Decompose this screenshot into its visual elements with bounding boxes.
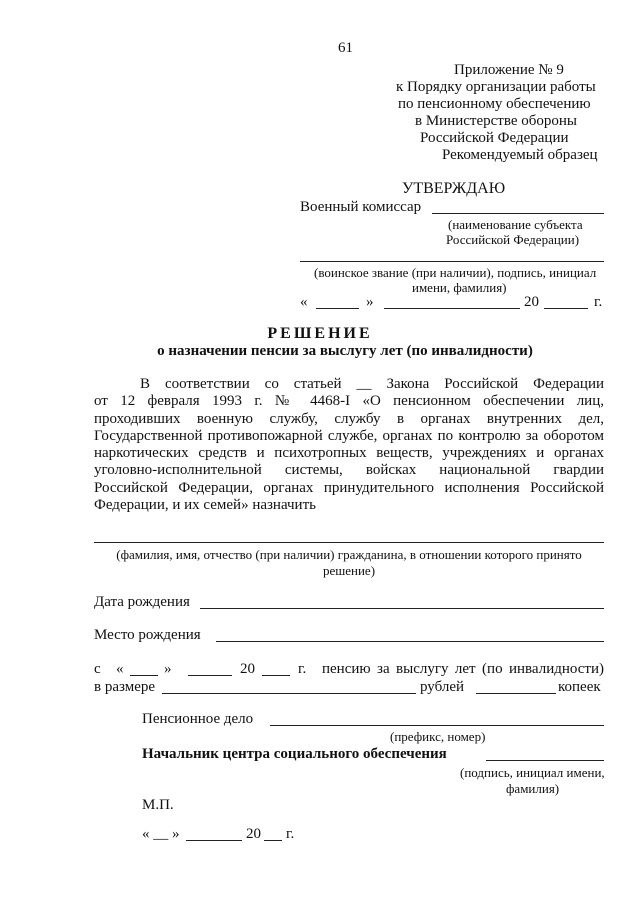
pension-close-quote: » [164, 661, 172, 677]
amount-kopeks-line[interactable] [476, 693, 556, 694]
chief-label: Начальник центра социального обеспечения [142, 746, 447, 762]
chief-hint: фамилия) [506, 781, 560, 796]
appendix-line: Рекомендуемый образец [442, 147, 598, 163]
pension-year-suffix: г. [298, 661, 307, 677]
amount-rubles-line[interactable] [162, 693, 416, 694]
commissar-label: Военный комиссар [300, 199, 422, 215]
fio-line[interactable] [94, 542, 604, 543]
body-line: Государственной противопожарной службе, органах по контролю за оборотом [94, 427, 604, 444]
date-open-quote: « [300, 294, 308, 310]
pension-month-line[interactable] [188, 675, 232, 676]
kopeks-label: копеек [558, 679, 601, 695]
date-month-line[interactable] [384, 308, 520, 309]
appendix-line: к Порядку организации работы [396, 79, 596, 95]
date-year-suffix: г. [594, 294, 603, 310]
appendix-line: Российской Федерации [420, 130, 569, 146]
rubles-label: рублей [420, 679, 465, 695]
body-line: от 12 февраля 1993 г. № 4468-I «О пенсионном обеспечении лиц, [94, 393, 604, 410]
case-label: Пенсионное дело [142, 711, 254, 727]
body-line: проходивших военную службу, службу в органах внутренних дел, [94, 410, 604, 427]
body-line: наркотических средств и психотропных веществ, учреждениях и органах [94, 445, 604, 462]
date-year-line[interactable] [544, 308, 588, 309]
bottom-date-month-line[interactable] [186, 840, 242, 841]
commissar-line[interactable] [432, 213, 604, 214]
chief-hint: (подпись, инициал имени, [460, 765, 605, 780]
amount-label: в размере [94, 679, 156, 695]
fio-hint: (фамилия, имя, отчество (при наличии) гражданина, в отношении которого принято [116, 547, 582, 562]
pension-year-prefix: 20 [240, 661, 255, 677]
pension-from: с [94, 661, 101, 677]
approval-heading: УТВЕРЖДАЮ [402, 180, 506, 197]
pension-open-quote: « [116, 661, 124, 677]
pension-year-line[interactable] [262, 675, 290, 676]
rank-hint: имени, фамилия) [412, 280, 507, 295]
case-line[interactable] [270, 725, 604, 726]
pension-text: пенсию за выслугу лет (по инвалидности) [322, 661, 604, 677]
bottom-date-day: « __ » [142, 826, 180, 842]
bottom-date-year-suffix: г. [286, 826, 295, 842]
bottom-date-year-line[interactable] [264, 840, 282, 841]
document-subtitle: о назначении пенсии за выслугу лет (по инвалидности) [157, 343, 533, 359]
date-year-prefix: 20 [524, 294, 539, 310]
body-line: уголовно-исполнительной системы, войсках национальной гвардии [94, 462, 604, 479]
birth-place-label: Место рождения [94, 627, 201, 643]
stamp-label: М.П. [142, 797, 174, 813]
fio-hint: решение) [322, 563, 376, 578]
page-number: 61 [338, 40, 353, 56]
birth-date-label: Дата рождения [94, 594, 190, 610]
appendix-line: в Министерстве обороны [415, 113, 577, 129]
body-line: Федерации, и их семей» назначить [94, 497, 316, 514]
chief-signature-line[interactable] [486, 760, 604, 761]
document-title: РЕШЕНИЕ [267, 325, 373, 342]
subject-hint: Российской Федерации) [446, 232, 580, 247]
birth-place-line[interactable] [216, 641, 604, 642]
date-close-quote: » [366, 294, 374, 310]
birth-date-line[interactable] [200, 608, 604, 609]
rank-hint: (воинское звание (при наличии), подпись, инициал [314, 265, 597, 280]
pension-day-line[interactable] [130, 675, 158, 676]
case-hint: (префикс, номер) [390, 729, 486, 744]
body-line: Российской Федерации, органах принудительного исполнения Российской [94, 479, 604, 496]
appendix-line: Приложение № 9 [454, 62, 564, 78]
body-line: В соответствии со статьей __ Закона Российской Федерации [140, 376, 604, 392]
rank-signature-line[interactable] [300, 261, 604, 262]
appendix-line: по пенсионному обеспечению [398, 96, 591, 112]
subject-hint: (наименование субъекта [448, 217, 583, 232]
bottom-date-year-prefix: 20 [246, 826, 261, 842]
date-day-line[interactable] [316, 308, 359, 309]
body-paragraph [94, 376, 604, 514]
